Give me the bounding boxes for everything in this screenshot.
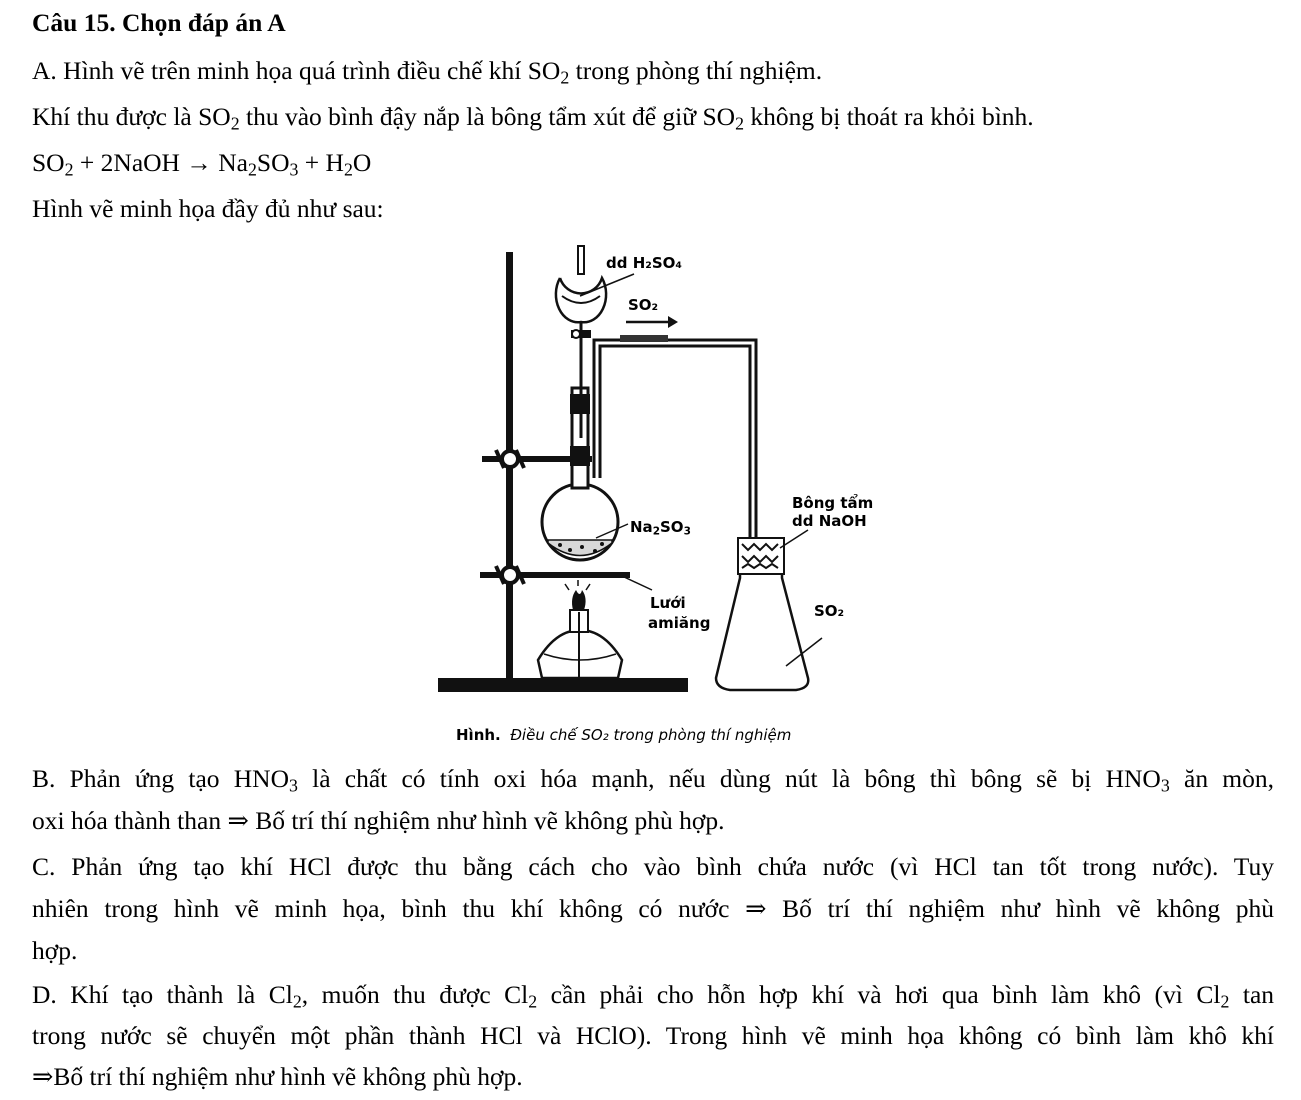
question-heading: Câu 15. Chọn đáp án A xyxy=(32,8,286,37)
label-bong-tam: Bông tẩm xyxy=(792,494,874,512)
apparatus-figure xyxy=(430,238,890,718)
option-c-line-3: hợp. xyxy=(32,936,78,965)
label-na2so3: $Na_2SO_3$ xyxy=(630,518,691,538)
option-c-line-2: nhiên trong hình vẽ minh họa, bình thu khí không có nước ⇒ Bố trí thí nghiệm như hình vẽ không phù xyxy=(32,894,1274,923)
spirit-lamp xyxy=(538,580,622,678)
option-a-line-4: Hình vẽ minh họa đầy đủ như sau: xyxy=(32,194,384,223)
option-d-line-1: D. Khí tạo thành là $Cl_2$, muốn thu được $Cl_2$ cần phải cho hỗn hợp khí và hơi qua bình làm khô (vì $Cl_2$ tan xyxy=(32,980,1275,1012)
figure-caption: Hình. Điều chế SO₂ trong phòng thí nghiệm xyxy=(456,726,792,744)
label-so2-arrow: SO₂ xyxy=(628,296,659,314)
option-b-line-1: B. Phản ứng tạo $HNO_3$ là chất có tính oxi hóa mạnh, nếu dùng nút là bông thì bông sẽ bị $HNO_3$ ăn mòn, xyxy=(32,764,1275,796)
stand-base xyxy=(438,678,688,692)
option-d-line-3: ⇒Bố trí thí nghiệm như hình vẽ không phù hợp. xyxy=(32,1062,523,1091)
option-b-line-2: oxi hóa thành than ⇒ Bố trí thí nghiệm như hình vẽ không phù hợp. xyxy=(32,806,725,835)
conical-flask xyxy=(716,538,808,690)
label-dd-naoh: dd NaOH xyxy=(792,512,867,530)
option-a-line-1: A. Hình vẽ trên minh họa quá trình điều chế khí $SO_2$ trong phòng thí nghiệm. xyxy=(32,56,823,88)
label-luoi: Lưới xyxy=(650,594,686,612)
reaction-equation: $SO_2$ + 2NaOH → $Na_2SO_3 + H_2O$ xyxy=(32,148,372,180)
label-h2so4: dd H₂SO₄ xyxy=(606,254,682,272)
label-so2-flask: SO₂ xyxy=(814,602,845,620)
option-d-line-2: trong nước sẽ chuyển một phần thành HCl và HClO). Trong hình vẽ minh họa không có bình làm khô khí xyxy=(32,1021,1274,1050)
option-c-line-1: C. Phản ứng tạo khí HCl được thu bằng cách cho vào bình chứa nước (vì HCl tan tốt trong nước). Tuy xyxy=(32,852,1274,881)
option-a-line-2: Khí thu được là $SO_2$ thu vào bình đậy nắp là bông tẩm xút để giữ $SO_2$ không bị thoát ra khỏi bình. xyxy=(32,102,1034,134)
label-amiang: amiăng xyxy=(648,614,711,632)
apparatus-drawing xyxy=(430,238,890,718)
